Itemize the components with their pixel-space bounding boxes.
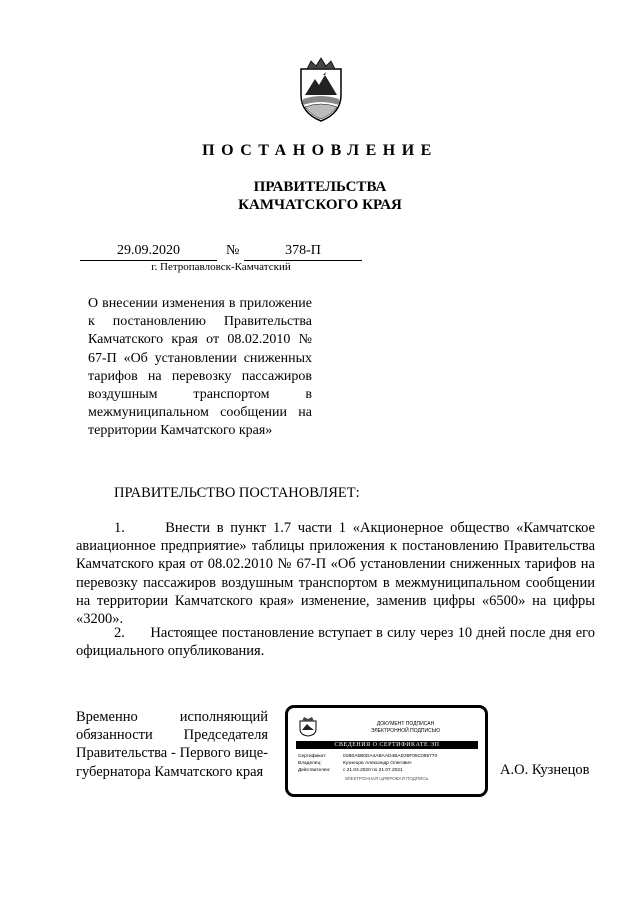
stamp-emblem-icon xyxy=(298,715,318,737)
stamp-row-owner xyxy=(298,761,411,767)
government-line-2: КАМЧАТСКОГО КРАЯ xyxy=(238,197,402,213)
paragraph-1: 1. Внести в пункт 1.7 части 1 «Акционерное общество «Камчатское авиационное предприятие» таблицы приложения к постановлению Правительства Камчатского края от 08.02.2010 № 67-П «Об установлении сниженных тарифов на перевозку пассажиров воздушным транспортом в межмуниципальном сообщении на территории Камчатского края» изменение, заменив цифры «6500» на цифры «3200». xyxy=(76,520,595,628)
paragraph-2: 2. Настоящее постановление вступает в силу через 10 дней после дня его официального опубликования. xyxy=(76,625,595,660)
document-subject: О внесении изменения в приложение к постановлению Правительства Камчатского края от 08.02.2010 № 67-П «Об установлении сниженных тарифов на перевозку пассажиров воздушным транспортом в межмуниципальном сообщении на территории Камчатского края» xyxy=(88,296,312,439)
decree-heading: ПРАВИТЕЛЬСТВО ПОСТАНОВЛЯЕТ: xyxy=(114,485,360,501)
stamp-row-value: 01B0A5B0DA4ABAAD4BAD36F05C095770 xyxy=(343,754,438,759)
stamp-row-label: Сертификат: xyxy=(298,754,327,759)
document-type-heading: ПОСТАНОВЛЕНИЕ xyxy=(202,142,438,159)
coat-of-arms-icon xyxy=(297,55,345,123)
stamp-certificate-bar: СВЕДЕНИЯ О СЕРТИФИКАТЕ ЭП xyxy=(296,741,478,749)
stamp-row-value: с 21.04.2020 по 21.07.2021 xyxy=(343,768,403,773)
stamp-title-line-2: ЭЛЕКТРОННОЙ ПОДПИСЬЮ xyxy=(370,728,441,734)
stamp-footer: ЭЛЕКТРОННАЯ ЦИФРОВАЯ ПОДПИСЬ xyxy=(344,776,429,781)
document-number: 378-П xyxy=(244,242,362,261)
stamp-row-label: Владелец: xyxy=(298,761,322,766)
signer-title: Временно исполняющий обязанности Председателя Правительства - Первого вице-губернатора Камчатского края xyxy=(76,709,268,780)
government-line-1: ПРАВИТЕЛЬСТВА xyxy=(253,179,387,195)
signer-name: А.О. Кузнецов xyxy=(500,762,590,778)
stamp-row-certificate xyxy=(298,754,437,760)
electronic-signature-stamp xyxy=(285,705,488,797)
stamp-row-validity xyxy=(298,768,403,774)
document-date: 29.09.2020 xyxy=(80,242,217,261)
stamp-row-label: Действителен: xyxy=(298,768,331,773)
city-label: г. Петропавловск-Камчатский xyxy=(151,261,291,273)
stamp-row-value: Кузнецов Александр Олегович xyxy=(343,761,412,766)
stamp-title-line-1: ДОКУМЕНТ ПОДПИСАН xyxy=(376,721,435,727)
number-sign: № xyxy=(226,243,240,258)
